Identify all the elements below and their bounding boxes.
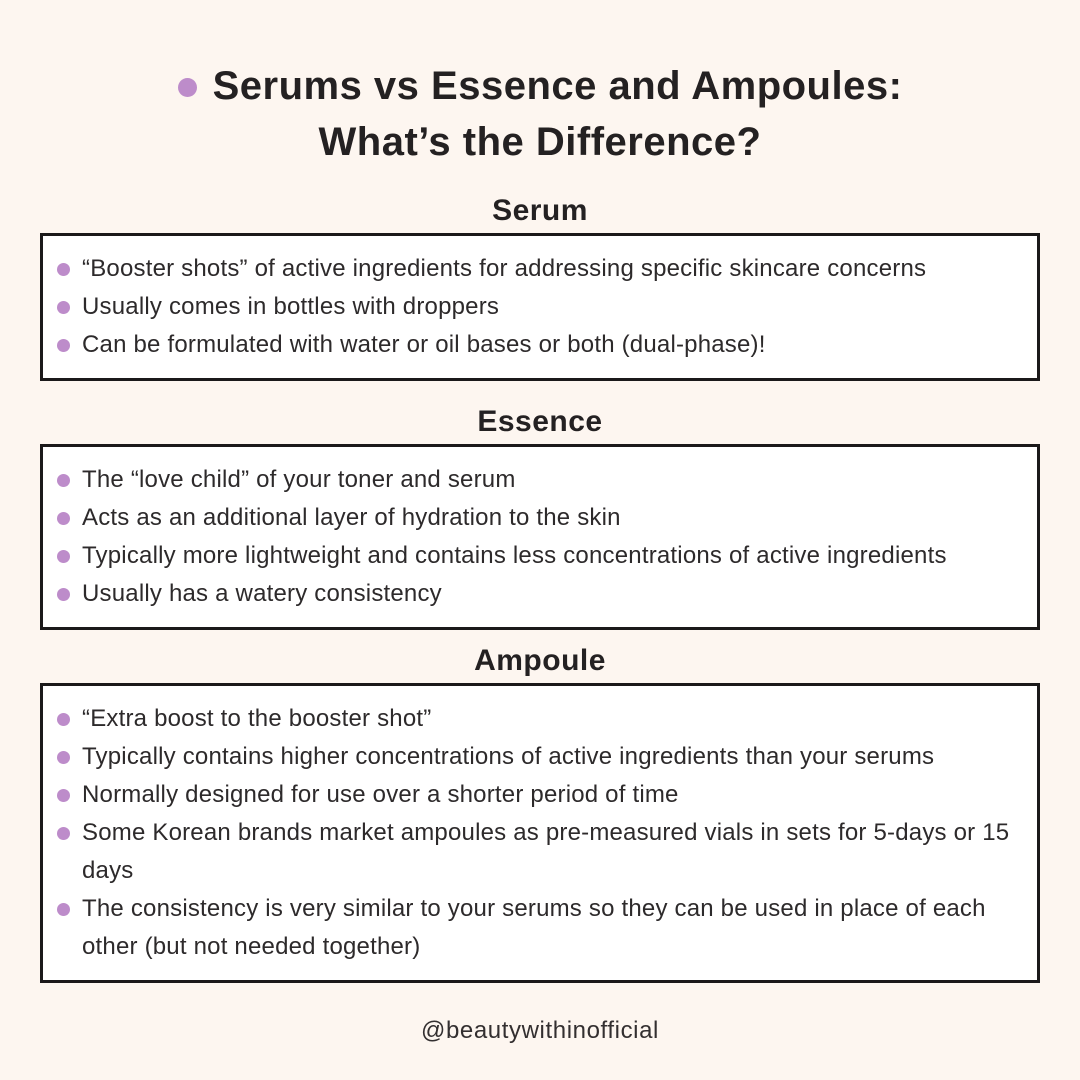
bullet-list-ampoule (57, 700, 1023, 966)
bullet-icon (57, 789, 70, 802)
section-heading-serum: Serum (492, 194, 588, 227)
bullet-icon (57, 713, 70, 726)
bullet-icon (57, 474, 70, 487)
list-item (57, 890, 1023, 966)
list-item (57, 288, 1023, 326)
bullet-icon (57, 512, 70, 525)
list-item-text: “Extra boost to the booster shot” (82, 705, 432, 732)
list-item (57, 461, 1023, 499)
list-item-text: The consistency is very similar to your serums so they can be used in place of each other (but not needed together) (82, 895, 986, 960)
list-item (57, 250, 1023, 288)
page-title-text-line1: Serums vs Essence and Ampoules: (212, 64, 903, 108)
bullet-icon (57, 339, 70, 352)
bullet-list-serum (57, 250, 1023, 364)
list-item (57, 700, 1023, 738)
list-item-text: Typically more lightweight and contains less concentrations of active ingredients (82, 542, 947, 569)
title-bullet-icon (178, 78, 197, 97)
section-heading-ampoule: Ampoule (474, 644, 606, 677)
bullet-icon (57, 301, 70, 314)
page-title-text-line2: What’s the Difference? (318, 120, 762, 164)
social-handle: @beautywithinofficial (421, 1017, 659, 1044)
section-essence (40, 381, 1040, 630)
list-item-text: Usually has a watery consistency (82, 580, 442, 607)
list-item-text: Typically contains higher concentrations of active ingredients than your serums (82, 743, 935, 770)
section-box-serum (40, 233, 1040, 381)
list-item (57, 575, 1023, 613)
bullet-icon (57, 263, 70, 276)
section-ampoule (40, 630, 1040, 983)
section-serum (40, 170, 1040, 381)
page-title (178, 58, 903, 170)
section-box-ampoule (40, 683, 1040, 983)
list-item-text: Can be formulated with water or oil bases or both (dual-phase)! (82, 331, 766, 358)
list-item (57, 814, 1023, 890)
list-item (57, 499, 1023, 537)
list-item-text: Some Korean brands market ampoules as pre-measured vials in sets for 5-days or 15 days (82, 819, 1010, 884)
bullet-icon (57, 751, 70, 764)
bullet-list-essence (57, 461, 1023, 613)
list-item (57, 776, 1023, 814)
section-box-essence (40, 444, 1040, 630)
bullet-icon (57, 588, 70, 601)
list-item (57, 537, 1023, 575)
page-title-line1 (178, 58, 903, 114)
list-item-text: “Booster shots” of active ingredients for addressing specific skincare concerns (82, 255, 927, 282)
list-item-text: Acts as an additional layer of hydration to the skin (82, 504, 621, 531)
list-item-text: The “love child” of your toner and serum (82, 466, 516, 493)
list-item (57, 738, 1023, 776)
list-item-text: Normally designed for use over a shorter period of time (82, 781, 679, 808)
list-item (57, 326, 1023, 364)
bullet-icon (57, 827, 70, 840)
bullet-icon (57, 550, 70, 563)
list-item-text: Usually comes in bottles with droppers (82, 293, 500, 320)
bullet-icon (57, 903, 70, 916)
section-heading-essence: Essence (477, 405, 603, 438)
